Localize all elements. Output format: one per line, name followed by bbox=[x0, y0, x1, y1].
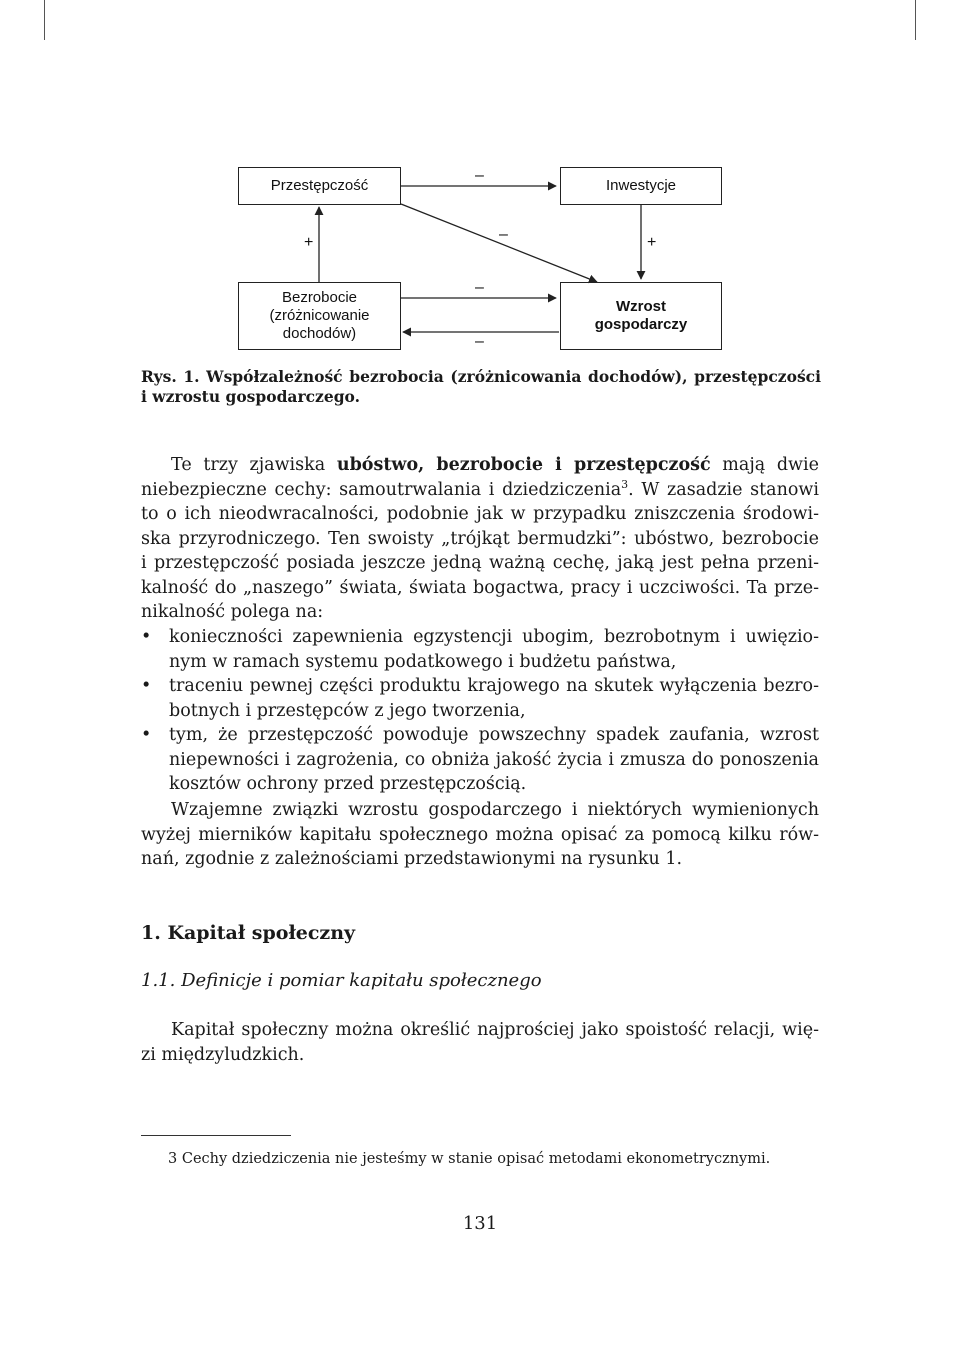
bullet-marker: • bbox=[141, 725, 152, 745]
node-crime-label: Przestępczość bbox=[270, 177, 369, 194]
node-unemployment-line1: Bezrobocie bbox=[281, 289, 358, 306]
bullet-1-line-1: konieczności zapewnienia egzystencji ubogim, bezrobotnym i uwięzio- bbox=[169, 627, 819, 647]
p1-line-3: to o ich nieodwracalności, podobnie jak w przypadku zniszczenia środowi- bbox=[141, 504, 819, 524]
p1-line-7: nikalność polega na: bbox=[141, 602, 324, 622]
paragraph-3 bbox=[141, 1018, 819, 1067]
p1-line-1 bbox=[141, 453, 819, 478]
bullet-1-line-2: nym w ramach systemu podatkowego i budżetu państwa, bbox=[169, 651, 677, 672]
subsection-heading: 1.1. Definicje i pomiar kapitału społecznego bbox=[141, 970, 542, 991]
sign-investment-growth: + bbox=[647, 234, 657, 251]
p3-line-2: zi międzyludzkich. bbox=[141, 1044, 305, 1065]
p1-line-5: i przestępczość posiada jeszcze jedną ważną cechę, jaką jest pełna przeni- bbox=[141, 553, 819, 573]
bullet-3-line-3: kosztów ochrony przed przestępczością. bbox=[169, 774, 527, 794]
node-growth bbox=[560, 282, 722, 350]
footnote-divider bbox=[141, 1135, 291, 1136]
p2-line-1: Wzajemne związki wzrostu gospodarczego i niektórych wymienionych bbox=[171, 800, 819, 820]
paragraph-2 bbox=[141, 798, 819, 872]
section-heading: 1. Kapitał społeczny bbox=[141, 922, 356, 944]
bullet-3-line-1: tym, że przestępczość powoduje powszechny spadek zaufania, wzrost bbox=[169, 725, 819, 745]
bullet-marker: • bbox=[141, 676, 152, 696]
p1-text: Te trzy zjawiska bbox=[171, 455, 337, 475]
bullet-3-line-2: niepewności i zagrożenia, co obniża jakość życia i zmusza do ponoszenia bbox=[169, 749, 819, 770]
footnote-text: Cechy dziedziczenia nie jesteśmy w stanie opisać metodami ekonometrycznymi. bbox=[177, 1151, 771, 1167]
p1-text-end: mają dwie bbox=[710, 455, 819, 475]
caption-line-2: i wzrostu gospodarczego. bbox=[141, 387, 361, 406]
paragraph-1 bbox=[141, 453, 819, 625]
node-growth-line2: gospodarczy bbox=[594, 316, 688, 333]
list-item bbox=[141, 674, 819, 723]
sign-unemployment-growth: – bbox=[475, 279, 484, 296]
p3-line-1: Kapitał społeczny można określić najprościej jako spoistość relacji, wię- bbox=[171, 1020, 819, 1040]
bullet-marker: • bbox=[141, 627, 152, 647]
node-growth-line1: Wzrost bbox=[616, 298, 666, 315]
sign-growth-unemployment: – bbox=[475, 333, 484, 350]
p1-text-end: . W zasadzie stanowi bbox=[628, 479, 820, 500]
footnote bbox=[168, 1149, 770, 1169]
caption-line-1: Rys. 1. Współzależność bezrobocia (zróżnicowania dochodów), przestępczości bbox=[141, 367, 821, 386]
node-unemployment bbox=[238, 282, 401, 350]
p2-line-3: nań, zgodnie z zależnościami przedstawionymi na rysunku 1. bbox=[141, 849, 683, 869]
arrow-crime-to-growth bbox=[401, 204, 597, 282]
p2-line-2: wyżej mierników kapitału społecznego można opisać za pomocą kilku rów- bbox=[141, 824, 819, 845]
sign-crime-investment: – bbox=[475, 167, 484, 184]
node-unemployment-line2: (zróżnicowanie bbox=[269, 307, 370, 324]
p1-line-4: ska przyrodniczego. Ten swoisty „trójkąt bermudzki”: ubóstwo, bezrobocie bbox=[141, 528, 819, 549]
footnote-number: 3 bbox=[168, 1151, 178, 1167]
sign-unemployment-crime: + bbox=[304, 234, 314, 251]
bullet-list bbox=[141, 625, 819, 797]
node-investment bbox=[560, 167, 722, 205]
figure-caption bbox=[141, 367, 821, 407]
bullet-2-line-1: traceniu pewnej części produktu krajowego na skutek wyłączenia bezro- bbox=[169, 676, 819, 696]
footnote-ref-3[interactable]: 3 bbox=[621, 477, 629, 491]
node-crime bbox=[238, 167, 401, 205]
sign-crime-growth: – bbox=[499, 226, 508, 243]
page-number: 131 bbox=[462, 1213, 498, 1234]
p1-line-6: kalność do „naszego” świata, świata bogactwa, pracy i uczciwości. Ta prze- bbox=[141, 577, 819, 598]
node-investment-label: Inwestycje bbox=[605, 177, 677, 194]
p1-bold-phrase: ubóstwo, bezrobocie i przestępczość bbox=[336, 455, 711, 475]
figure-diagram bbox=[0, 0, 960, 360]
bullet-2-line-2: botnych i przestępców z jego tworzenia, bbox=[169, 700, 526, 721]
p1-text: niebezpieczne cechy: samoutrwalania i dziedziczenia bbox=[141, 479, 622, 500]
list-item bbox=[141, 723, 819, 797]
list-item bbox=[141, 625, 819, 674]
p1-line-2 bbox=[141, 478, 819, 503]
node-unemployment-line3: dochodów) bbox=[282, 325, 357, 342]
